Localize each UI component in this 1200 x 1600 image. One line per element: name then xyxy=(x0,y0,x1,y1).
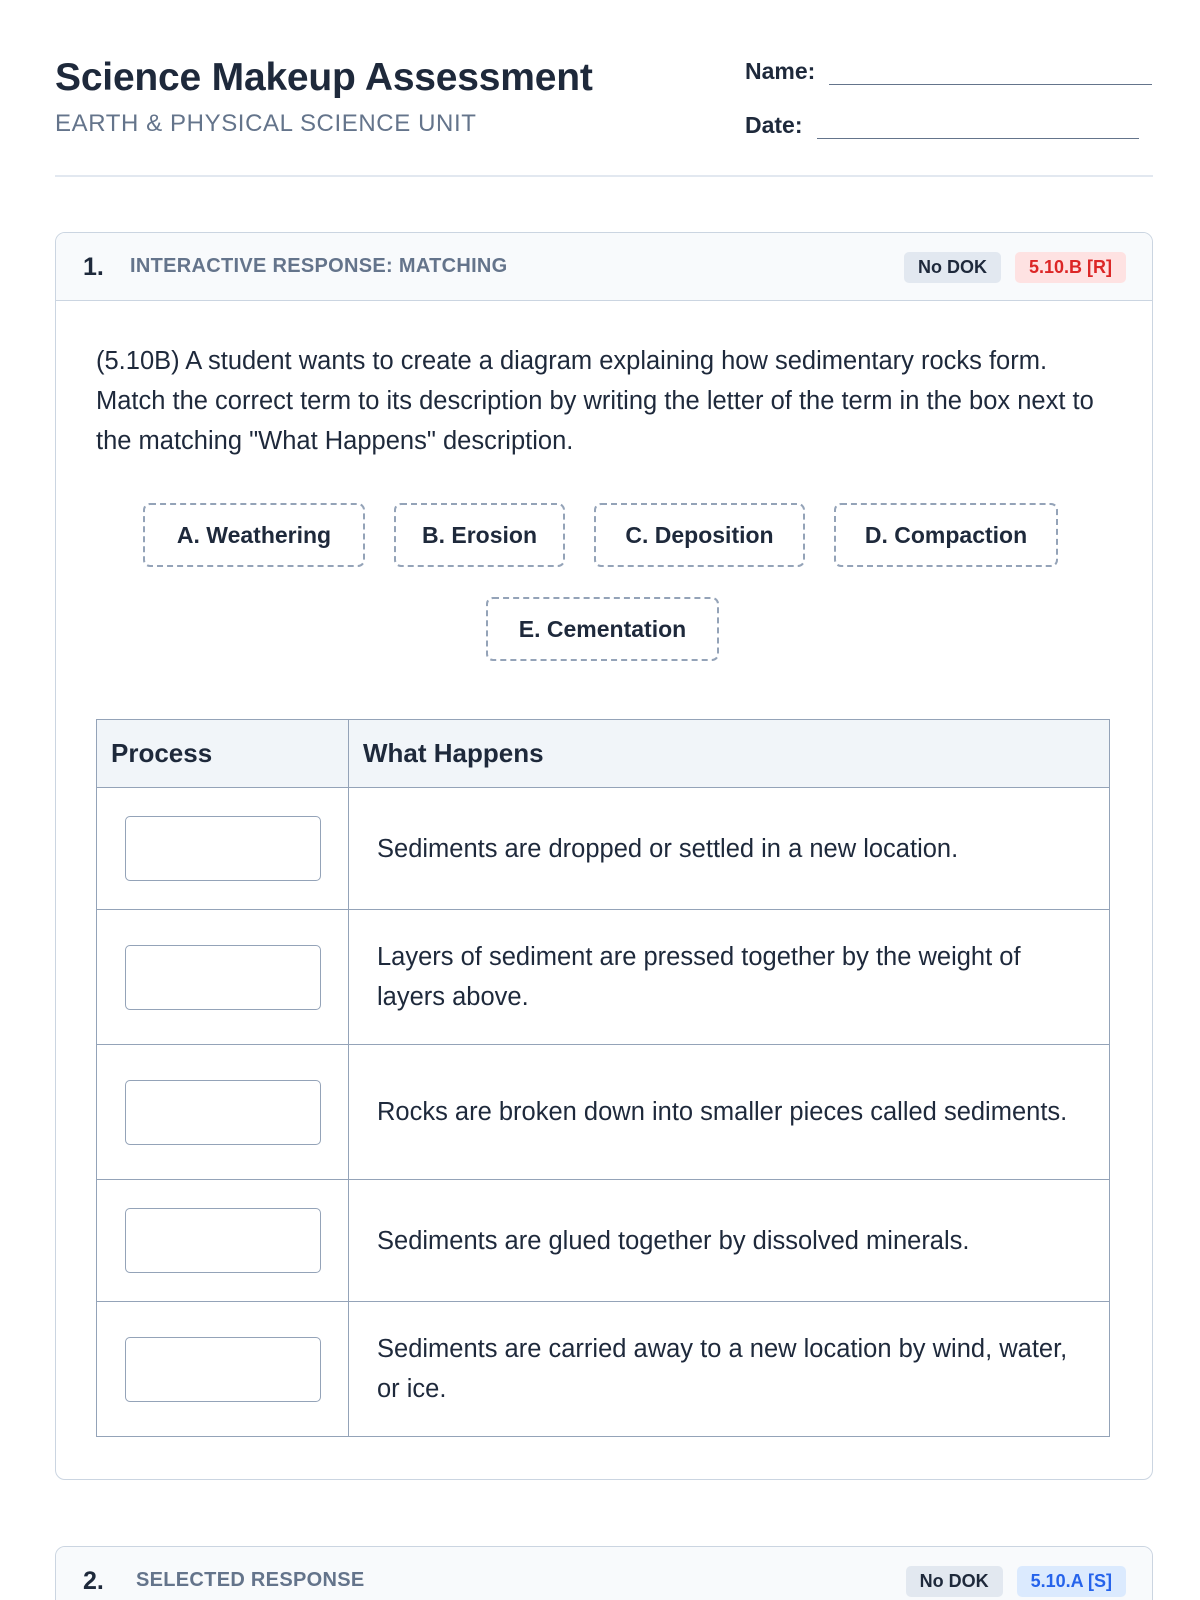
date-input-line[interactable] xyxy=(817,117,1139,139)
process-cell xyxy=(97,1180,349,1302)
page-header xyxy=(55,56,593,138)
answer-box-4[interactable] xyxy=(125,1208,321,1273)
question-header xyxy=(56,233,1152,301)
table-row xyxy=(97,1302,1110,1437)
question-badges xyxy=(904,252,1126,283)
term-card-weathering[interactable]: A. Weathering xyxy=(143,503,365,567)
standard-badge: 5.10.B [R] xyxy=(1015,252,1126,283)
answer-box-5[interactable] xyxy=(125,1337,321,1402)
question-type: SELECTED RESPONSE xyxy=(136,1569,365,1591)
what-happens-column-header: What Happens xyxy=(349,720,1110,788)
name-label: Name: xyxy=(745,58,816,84)
description-cell: Sediments are carried away to a new location by wind, water, or ice. xyxy=(349,1302,1110,1437)
dok-badge: No DOK xyxy=(904,252,1001,283)
table-row xyxy=(97,1045,1110,1180)
term-card-compaction[interactable]: D. Compaction xyxy=(834,503,1058,567)
answer-box-1[interactable] xyxy=(125,816,321,881)
standard-badge: 5.10.A [S] xyxy=(1017,1566,1126,1597)
table-row xyxy=(97,788,1110,910)
description-cell: Layers of sediment are pressed together by the weight of layers above. xyxy=(349,910,1110,1045)
description-cell: Sediments are glued together by dissolved minerals. xyxy=(349,1180,1110,1302)
question-badges xyxy=(906,1566,1126,1597)
description-cell: Rocks are broken down into smaller pieces called sediments. xyxy=(349,1045,1110,1180)
name-input-line[interactable] xyxy=(829,63,1152,85)
matching-table xyxy=(96,719,1110,1437)
process-cell xyxy=(97,788,349,910)
process-cell xyxy=(97,1302,349,1437)
question-prompt: (5.10B) A student wants to create a diagram explaining how sedimentary rocks form. Match the correct term to its description by writing the letter of the term in the box next to the matching "What Happens" description. xyxy=(96,347,1094,455)
table-row xyxy=(97,1180,1110,1302)
header-divider xyxy=(55,175,1153,177)
term-card-cementation[interactable]: E. Cementation xyxy=(486,597,719,661)
page-subtitle: EARTH & PHYSICAL SCIENCE UNIT xyxy=(55,110,477,137)
question-card-1 xyxy=(55,232,1153,1480)
question-header xyxy=(56,1547,1152,1600)
name-field[interactable] xyxy=(745,58,1152,85)
term-card-deposition[interactable]: C. Deposition xyxy=(594,503,805,567)
answer-box-2[interactable] xyxy=(125,945,321,1010)
table-header-row xyxy=(97,720,1110,788)
question-type: INTERACTIVE RESPONSE: MATCHING xyxy=(130,255,508,277)
answer-box-3[interactable] xyxy=(125,1080,321,1145)
description-cell: Sediments are dropped or settled in a new location. xyxy=(349,788,1110,910)
term-card-erosion[interactable]: B. Erosion xyxy=(394,503,565,567)
table-row xyxy=(97,910,1110,1045)
date-field[interactable] xyxy=(745,112,1139,139)
dok-badge: No DOK xyxy=(906,1566,1003,1597)
process-column-header: Process xyxy=(97,720,349,788)
date-label: Date: xyxy=(745,112,803,138)
question-number: 1. xyxy=(83,253,104,281)
page-title: Science Makeup Assessment xyxy=(55,56,593,99)
question-number: 2. xyxy=(83,1567,104,1595)
question-card-2 xyxy=(55,1546,1153,1600)
process-cell xyxy=(97,1045,349,1180)
process-cell xyxy=(97,910,349,1045)
